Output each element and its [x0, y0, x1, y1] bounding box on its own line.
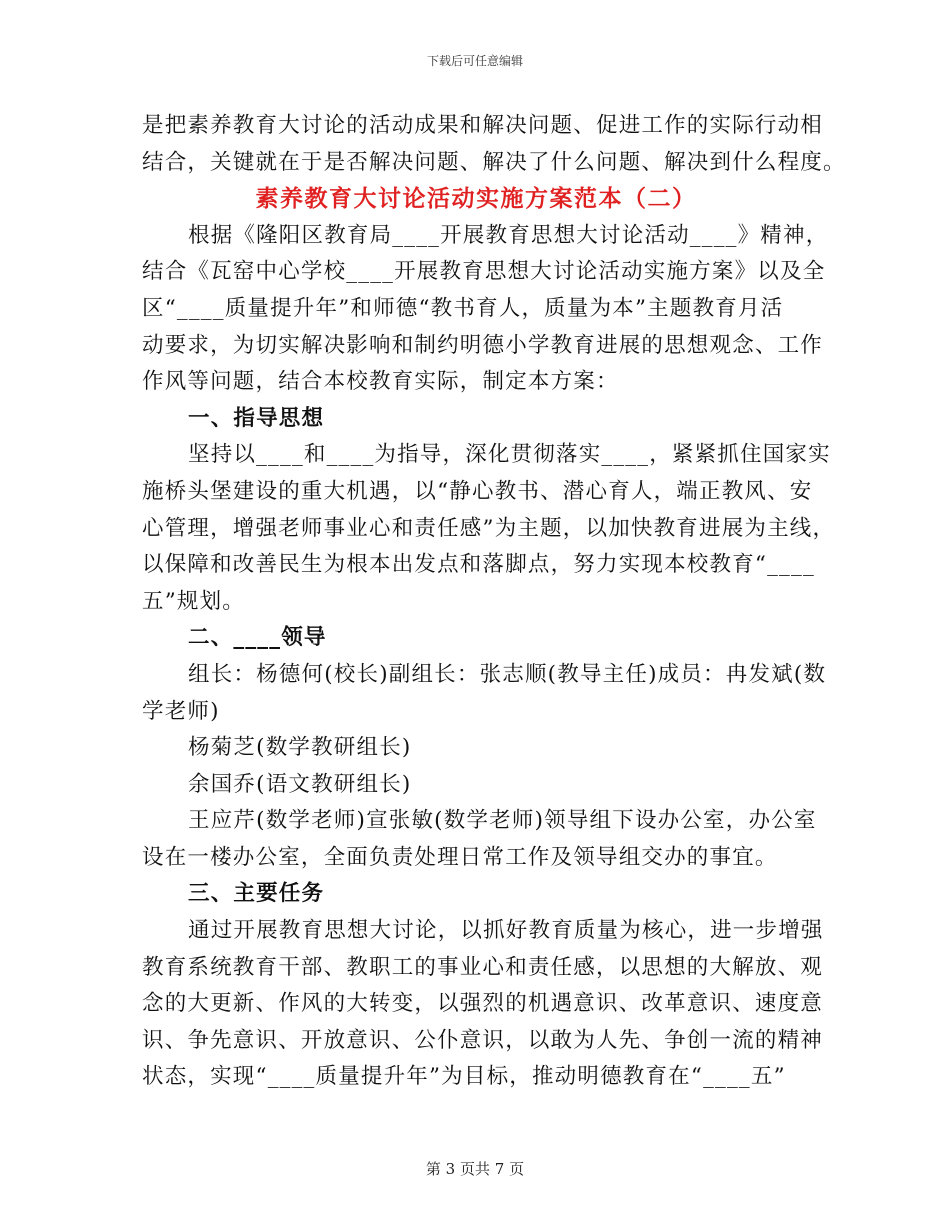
body-line: 念的大更新、作风的大转变，以强烈的机遇意识、改革意识、速度意 — [142, 991, 824, 1017]
body-line: 杨菊芝(数学教研组长) — [188, 735, 412, 761]
body-line: 动要求，为切实解决影响和制约明德小学教育进展的思想观念、工作 — [142, 332, 824, 358]
body-line: 通过开展教育思想大讨论，以抓好教育质量为核心，进一步增强 — [188, 918, 824, 944]
body-line: 根据《隆阳区教育局____开展教育思想大讨论活动____》精神， — [188, 222, 829, 248]
body-line: 心管理，增强老师事业心和责任感”为主题，以加快教育进展为主线， — [142, 515, 836, 541]
body-line: 设在一楼办公室，全面负责处理日常工作及领导组交办的事宜。 — [142, 844, 778, 870]
body-line: 是把素养教育大讨论的活动成果和解决问题、促进工作的实际行动相 — [142, 113, 824, 138]
body-line: 状态，实现“____质量提升年”为目标，推动明德教育在“____五” — [142, 1064, 786, 1090]
body-line: 五”规划。 — [142, 588, 245, 614]
body-line: 结合《瓦窑中心学校____开展教育思想大讨论活动实施方案》以及全 — [142, 259, 826, 285]
body-line: 坚持以____和____为指导，深化贯彻落实____，紧紧抓住国家实 — [188, 442, 831, 468]
section-heading: 三、主要任务 — [188, 881, 325, 907]
body-line: 余国乔(语文教研组长) — [188, 771, 412, 797]
body-line: 作风等问题，结合本校教育实际，制定本方案： — [142, 369, 619, 395]
body-line: 王应芹(数学老师)宣张敏(数学老师)领导组下设办公室，办公室 — [188, 808, 817, 834]
body-line: 学老师) — [142, 698, 220, 724]
body-line: 教育系统教育干部、教职工的事业心和责任感，以思想的大解放、观 — [142, 954, 824, 980]
body-line: 识、争先意识、开放意识、公仆意识，以敢为人先、争创一流的精神 — [142, 1027, 824, 1053]
document-title: 素养教育大讨论活动实施方案范本（二） — [255, 185, 697, 213]
body-line: 施桥头堡建设的重大机遇，以“静心教书、潜心育人，端正教风、安 — [142, 478, 813, 504]
page-header: 下载后可任意编辑 — [426, 54, 523, 68]
body-line: 组长：杨德何(校长)副组长：张志顺(教导主任)成员：冉发斌(数 — [188, 661, 827, 687]
section-heading: 二、____领导 — [188, 625, 327, 651]
body-line: 区“____质量提升年”和师德“教书育人，质量为本”主题教育月活 — [142, 295, 784, 321]
body-line: 以保障和改善民生为根本出发点和落脚点，努力实现本校教育“____ — [142, 552, 815, 578]
document-body — [142, 108, 846, 1096]
page-footer: 第 3 页共 7 页 — [425, 1160, 525, 1178]
body-line: 结合，关键就在于是否解决问题、解决了什么问题、解决到什么程度。 — [142, 149, 846, 175]
section-heading: 一、指导思想 — [188, 405, 325, 431]
